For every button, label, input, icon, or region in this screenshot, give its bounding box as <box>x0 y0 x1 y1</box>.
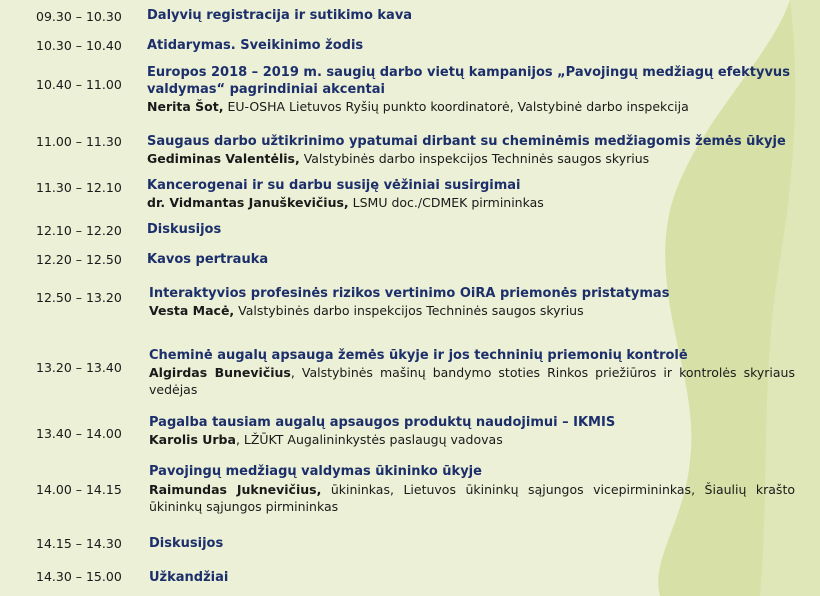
speaker-role: LSMU doc./CDMEK pirmininkas <box>348 195 544 210</box>
speaker-role: , LŽŪKT Augalininkystės paslaugų vadovas <box>235 432 503 447</box>
agenda-time: 12.10 – 12.20 <box>36 223 122 238</box>
speaker-name: Algirdas Bunevičius <box>149 365 291 380</box>
speaker-name: Gediminas Valentėlis, <box>147 151 300 166</box>
agenda-speaker <box>149 302 584 319</box>
agenda-title: Kavos pertrauka <box>147 252 269 267</box>
agenda-time: 12.20 – 12.50 <box>36 252 122 267</box>
agenda-title: Diskusijos <box>147 222 222 237</box>
agenda-title: Dalyvių registracija ir sutikimo kava <box>147 8 413 23</box>
speaker-name: Raimundas Juknevičius, <box>149 482 322 497</box>
agenda-speaker <box>147 150 649 167</box>
agenda-title: Pagalba tausiam augalų apsaugos produktų naudojimui – IKMIS <box>149 415 616 430</box>
speaker-role: EU-OSHA Lietuvos Ryšių punkto koordinatorė, Valstybinė darbo inspekcija <box>223 99 689 114</box>
agenda-title: Europos 2018 – 2019 m. saugių darbo vietų kampanijos „Pavojingų medžiagų efektyvus <box>147 65 790 80</box>
agenda-time: 12.50 – 13.20 <box>36 290 122 305</box>
agenda-time: 11.30 – 12.10 <box>36 180 122 195</box>
speaker-name: Karolis Urba <box>149 432 236 447</box>
speaker-role: , Valstybinės mašinų bandymo stoties Rinkos priežiūros ir kontrolės skyriaus vedėjas <box>149 365 795 397</box>
agenda-title: Interaktyvios profesinės rizikos vertinimo OiRA priemonės pristatymas <box>149 286 670 301</box>
agenda-time: 10.30 – 10.40 <box>36 38 122 53</box>
agenda-time: 14.00 – 14.15 <box>36 482 122 497</box>
speaker-name: Vesta Macė, <box>149 303 235 318</box>
speaker-name: Nerita Šot, <box>147 99 224 114</box>
agenda-title: Kancerogenai ir su darbu susiję vėžiniai susirgimai <box>147 178 521 193</box>
agenda-title: Saugaus darbo užtikrinimo ypatumai dirbant su cheminėmis medžiagomis žemės ūkyje <box>147 134 786 149</box>
agenda-time: 14.15 – 14.30 <box>36 536 122 551</box>
agenda-time: 13.20 – 13.40 <box>36 360 122 375</box>
agenda-title: Diskusijos <box>149 536 224 551</box>
speaker-role: ūkininkas, Lietuvos ūkininkų sąjungos vicepirmininkas, Šiaulių krašto ūkininkų sąjungos pirmininkas <box>149 482 795 514</box>
speaker-role: Valstybinės darbo inspekcijos Techninės saugos skyrius <box>299 151 650 166</box>
agenda-title: Atidarymas. Sveikinimo žodis <box>147 38 364 53</box>
agenda-time: 09.30 – 10.30 <box>36 9 122 24</box>
agenda-title: Cheminė augalų apsauga žemės ūkyje ir jos techninių priemonių kontrolė <box>149 348 688 363</box>
speaker-role: Valstybinės darbo inspekcijos Techninės saugos skyrius <box>234 303 584 318</box>
agenda-speaker <box>149 481 795 515</box>
agenda-title-continued: valdymas“ pagrindiniai akcentai <box>147 82 385 97</box>
agenda-time: 13.40 – 14.00 <box>36 426 122 441</box>
agenda-time: 10.40 – 11.00 <box>36 77 122 92</box>
agenda-title: Užkandžiai <box>149 570 229 585</box>
agenda-time: 14.30 – 15.00 <box>36 569 122 584</box>
agenda-speaker <box>147 98 689 115</box>
agenda-speaker <box>149 431 503 448</box>
agenda-time: 11.00 – 11.30 <box>36 134 122 149</box>
agenda-speaker <box>147 194 544 211</box>
agenda-speaker <box>149 364 795 398</box>
agenda-title: Pavojingų medžiagų valdymas ūkininko ūkyje <box>149 464 482 479</box>
speaker-name: dr. Vidmantas Januškevičius, <box>147 195 349 210</box>
